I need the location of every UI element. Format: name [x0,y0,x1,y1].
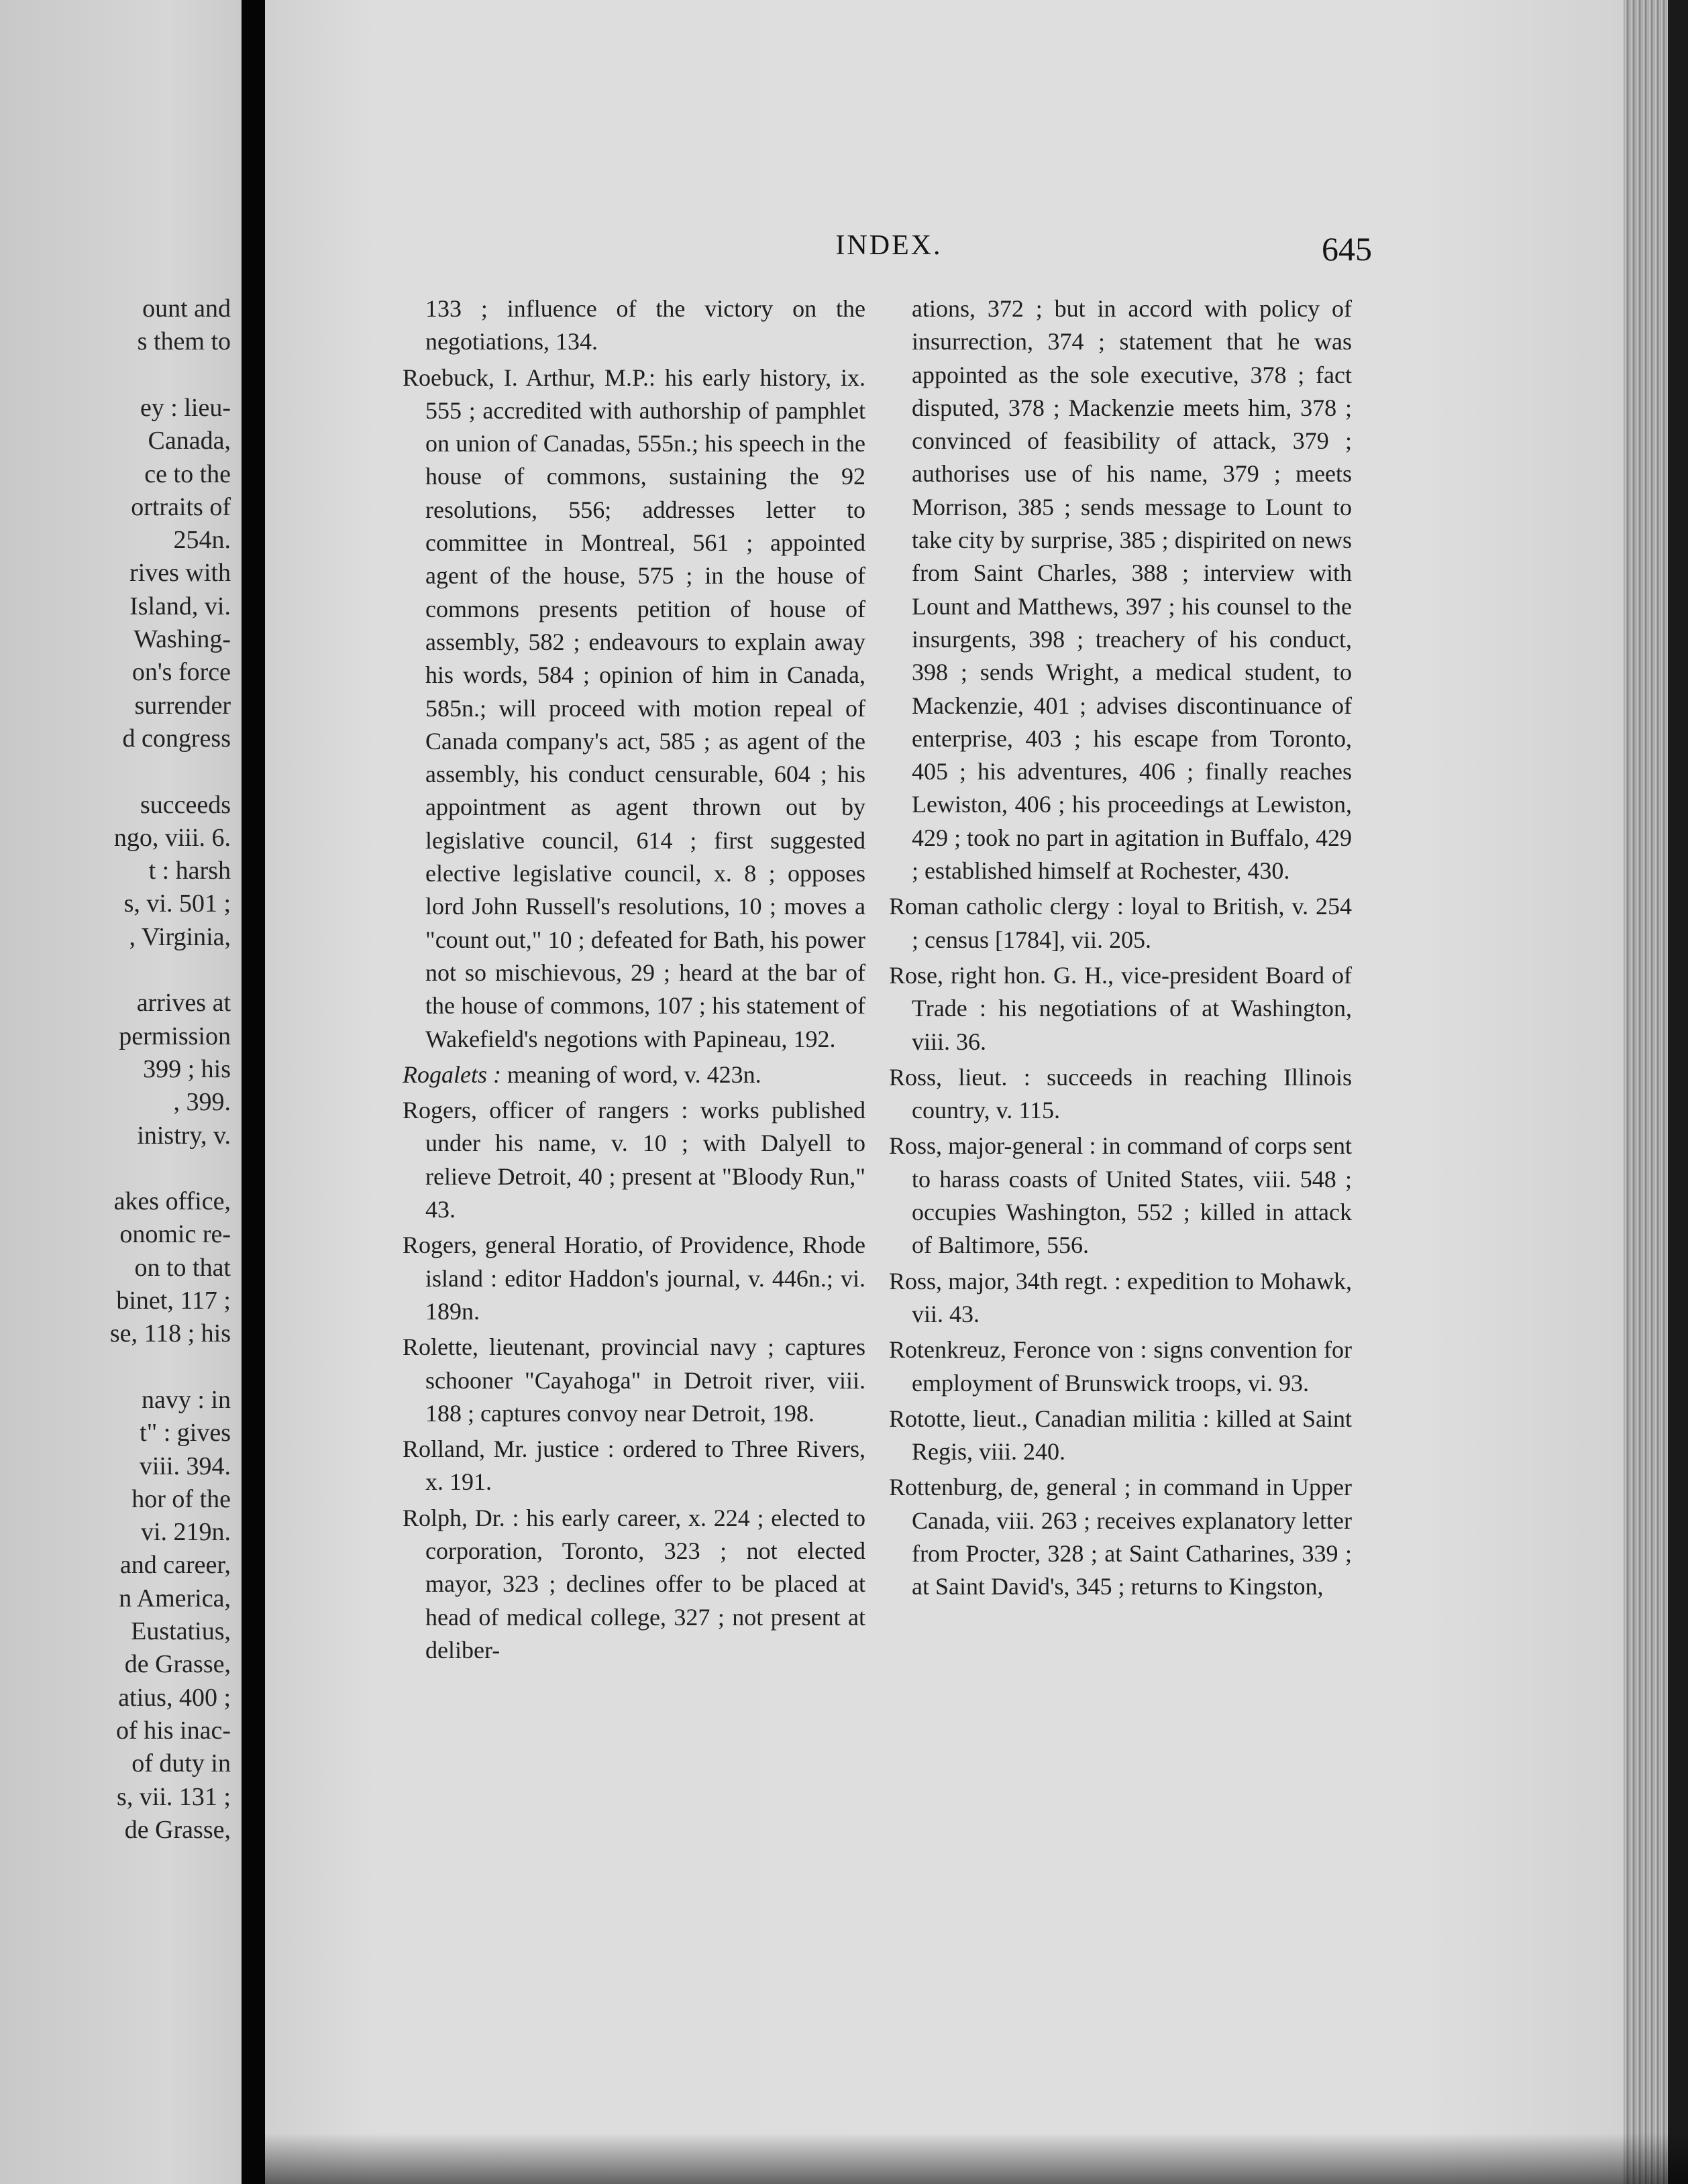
page-edges [1624,0,1688,2184]
left-page-line: ce to the [144,459,231,488]
index-entry [889,1403,1352,1469]
left-page-line: t : harsh [148,857,231,885]
left-page-line: se, 118 ; his [109,1319,231,1348]
index-entry [403,1229,865,1328]
left-page-line: n America, [119,1584,231,1613]
index-entry [889,890,1352,957]
left-page-line: s, vi. 501 ; [123,889,231,918]
entry-text: Rogers, general Horatio, of Providence, Rhode island : editor Haddon's journal, v. 446n.; vi. 189n. [403,1232,865,1325]
entry-text: Ross, major-general : in command of corps sent to harass coasts of United States, viii. 548 ; occupies Washington, 552 ; killed in attack of Baltimore, 556. [889,1132,1352,1259]
page-number: 645 [1322,230,1372,268]
left-page-line: binet, 117 ; [116,1287,231,1315]
left-page-line: of duty in [131,1749,231,1778]
page-edge-shadow [1668,0,1688,2184]
left-page-line: viii. 394. [139,1452,231,1480]
entry-text: ations, 372 ; but in accord with policy of insurrection, 374 ; statement that he was appointed as the sole executive, 378 ; fact disputed, 378 ; Mackenzie meets him, 378 ; convinced of feasibility of attack, 379 ; authorises use of his name, 379 ; meets Morrison, 385 ; sends message to Lount to take city by surprise, 385 ; dispirited on news from Saint Charles, 388 ; interview with Lount and Matthews, 397 ; his counsel to the insurgents, 398 ; treachery of his conduct, 398 ; sends Wright, a medical student, to Mackenzie, 401 ; advises discontinuance of enterprise, 403 ; his escape from Toronto, 405 ; his adventures, 406 ; finally reaches Lewiston, 406 ; his proceedings at Lewiston, 429 ; took no part in agitation in Buffalo, 429 ; established himself at Rochester, 430. [912,295,1352,885]
entry-text: Roman catholic clergy : loyal to British, v. 254 ; census [1784], vii. 205. [889,893,1352,953]
index-entry [889,959,1352,1058]
entry-text: Rolph, Dr. : his early career, x. 224 ; elected to corporation, Toronto, 323 ; not elected mayor, 323 ; declines offer to be placed at head of medical college, 327 ; not present at deliber- [403,1504,865,1663]
left-page-line: de Grasse, [124,1815,231,1844]
left-page-line: 254n. [173,526,231,555]
left-page-line: arrives at [136,989,231,1018]
left-page-line: akes office, [113,1187,231,1216]
index-entry [403,1433,865,1499]
index-entry [403,362,865,1056]
left-page-line: 399 ; his [143,1054,231,1083]
entry-headword: Rogalets : [403,1060,501,1088]
left-page-line: , Virginia, [129,922,231,951]
index-entry [403,1502,865,1667]
entry-text: Rototte, lieut., Canadian militia : killed at Saint Regis, viii. 240. [889,1405,1352,1466]
bottom-shadow [265,2133,1688,2184]
entry-text: Rotenkreuz, Feronce von : signs convention for employment of Brunswick troops, vi. 93. [889,1336,1352,1397]
left-page-line: Eustatius, [131,1617,231,1645]
index-column-right [889,292,1352,1604]
left-page-line: surrender [134,691,231,720]
left-page-line: Canada, [148,427,231,455]
left-page-line: and career, [119,1551,231,1580]
left-page-line: ey : lieu- [140,393,231,422]
index-entry [403,1094,865,1226]
left-page-line: Washing- [134,625,231,653]
left-page-line: atius, 400 ; [118,1683,231,1712]
entry-text: Rottenburg, de, general ; in command in Upper Canada, viii. 263 ; receives explanatory letter from Procter, 328 ; at Saint Catharines, 339 ; at Saint David's, 345 ; returns to Kingston, [889,1474,1352,1600]
left-page-line: of his inac- [116,1716,231,1745]
entry-text: meaning of word, v. 423n. [500,1060,761,1088]
entry-text: 133 ; influence of the victory on the negotiations, 134. [425,295,865,356]
index-entry-continuation [889,292,1352,887]
left-page-line: de Grasse, [124,1650,231,1679]
left-page-line: rives with [129,559,231,588]
left-page-line: hor of the [131,1484,231,1513]
index-entry [889,1471,1352,1603]
entry-text: Rolette, lieutenant, provincial navy ; captures schooner "Cayahoga" in Detroit river, viii. 188 ; captures convoy near Detroit, 198. [403,1333,865,1427]
left-page-line: inistry, v. [137,1121,231,1150]
left-page-line: ortraits of [131,492,231,521]
index-entry [403,1331,865,1430]
left-page-line: Island, vi. [129,592,231,620]
index-entry [889,1265,1352,1331]
left-page-line: s them to [137,327,231,356]
entry-text: Roebuck, I. Arthur, M.P.: his early history, ix. 555 ; accredited with authorship of pamphlet on union of Canadas, 555n.; his speech in the house of commons, sustaining the 92 resolutions, 556; addresses letter to committee in Montreal, 561 ; appointed agent of the house, 575 ; in the house of commons presents petition of house of assembly, 582 ; endeavours to explain away his words, 584 ; opinion of him in Canada, 585n.; will proceed with motion repeal of Canada company's act, 585 ; as agent of the assembly, his conduct censurable, 604 ; his appointment as agent thrown out by legislative council, 614 ; first suggested elective legislative council, x. 8 ; opposes lord John Russell's resolutions, 10 ; moves a "count out," 10 ; defeated for Bath, his power not so mischievous, 29 ; heard at the bar of the house of commons, 107 ; his statement of Wakefield's negotions with Papineau, 192. [403,364,865,1052]
left-page-line: on's force [131,658,231,687]
left-page-line: permission [119,1022,231,1050]
index-entry [889,1130,1352,1262]
entry-text: Ross, major, 34th regt. : expedition to Mohawk, vii. 43. [889,1267,1352,1327]
index-entry [403,1058,865,1091]
left-facing-page [0,0,242,2184]
index-entry-continuation [403,292,865,359]
left-page-line: vi. 219n. [140,1518,231,1547]
entry-text: Ross, lieut. : succeeds in reaching Illinois country, v. 115. [889,1063,1352,1124]
index-entry [889,1333,1352,1400]
left-page-line: succeeds [140,790,231,819]
left-page-line: t" : gives [140,1419,231,1448]
left-page-line: ngo, viii. 6. [113,823,231,852]
book-gutter [242,0,265,2184]
running-head: INDEX. [835,230,943,261]
index-entry [889,1061,1352,1128]
left-page-line: on to that [134,1253,231,1282]
left-page-line: d congress [122,724,231,753]
entry-text: Rogers, officer of rangers : works published under his name, v. 10 ; with Dalyell to relieve Detroit, 40 ; present at "Bloody Run," 43. [403,1097,865,1223]
left-page-line: onomic re- [119,1220,231,1249]
left-page-line: ount and [142,294,231,323]
index-column-left [403,292,865,1667]
entry-text: Rose, right hon. G. H., vice-president Board of Trade : his negotiations of at Washington, viii. 36. [889,961,1352,1055]
left-page-line: navy : in [142,1385,231,1414]
entry-text: Rolland, Mr. justice : ordered to Three Rivers, x. 191. [403,1435,865,1496]
left-page-line: s, vii. 131 ; [117,1782,231,1811]
left-page-line: , 399. [173,1088,231,1117]
